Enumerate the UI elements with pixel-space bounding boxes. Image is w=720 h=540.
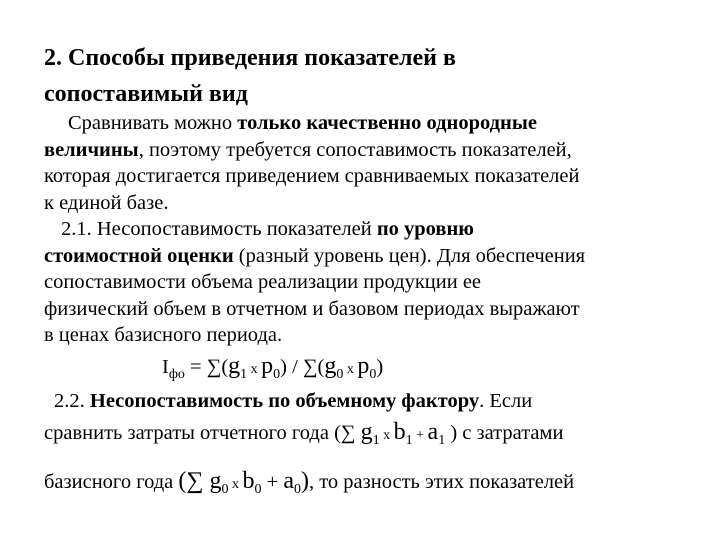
para3-g0: g (209, 468, 222, 495)
formula-eq: = ∑( (184, 355, 229, 378)
formula-sub-0b: 0 (336, 366, 344, 382)
para3-times: х (379, 427, 394, 443)
para2-bold-2: стоимостной оценки (44, 244, 234, 267)
formula-index-letter: I (162, 355, 169, 378)
para2-text: 2.1. Несопоставимость показателей (61, 218, 377, 240)
para2-line-5: в ценах базисного периода. (44, 324, 283, 346)
para1-text: Сравнивать можно (68, 112, 238, 134)
formula-line (44, 353, 684, 389)
para1-line-1 (44, 110, 684, 137)
formula-divide: ) / ∑( (280, 355, 325, 378)
para3-sub-0c: 0 (293, 482, 301, 498)
para3-sub-1a: 1 (372, 432, 380, 448)
formula-g0: g (324, 352, 337, 379)
para3-times-2: х (228, 477, 243, 493)
formula-subscript-fo: фо (168, 366, 185, 382)
para3-line-3 (44, 468, 684, 504)
slide-title (44, 40, 684, 112)
para3-sub-0a: 0 (221, 482, 229, 498)
para1-line-4: к единой базе. (44, 191, 169, 214)
formula-g1: g (228, 352, 241, 379)
formula-p0b: p (357, 352, 370, 379)
formula-sub-1: 1 (240, 366, 248, 382)
title-line-1: 2. Способы приведения показателей в (44, 45, 456, 71)
para2-bold: по уровню (376, 218, 474, 240)
para3-a1: a (427, 418, 439, 445)
para3-text: . Если (479, 390, 533, 413)
para3-b0: b (242, 468, 255, 495)
para3-line-1 (44, 388, 684, 415)
para3-open: (∑ (178, 468, 210, 495)
para2-text-2: (разный уровень цен). Для обеспечения (233, 244, 586, 267)
para2-line-1 (44, 216, 684, 243)
title-line-2: сопоставимый вид (44, 81, 248, 107)
para3-sub-1b: 1 (405, 432, 413, 448)
para3-plus-2: + (261, 471, 284, 494)
para1-line-2 (44, 137, 684, 164)
slide-body (44, 110, 684, 504)
para3-text-3-end: , то разность этих показателей (308, 471, 575, 494)
formula-sub-0: 0 (273, 366, 281, 382)
para3-plus: + (412, 427, 428, 443)
formula-p0: p (261, 352, 274, 379)
para3-bold: Несопоставимость по объемному фактору (89, 390, 480, 413)
para3-text-2: сравнить затраты отчетного года (∑ (44, 421, 361, 444)
para3-sub-0b: 0 (254, 482, 262, 498)
para3-num: 2.2. (54, 390, 90, 413)
para2-line-3: сопоставимости объема реализации продукции ее (44, 271, 482, 293)
para3-sub-1c: 1 (438, 432, 446, 448)
para2-line-4: физический объем в отчетном и базовом периодах выражают (44, 297, 580, 320)
para3-g1: g (360, 418, 373, 445)
para1-line-3: которая достигается приведением сравниваемых показателей (44, 165, 580, 187)
para3-a0: a (283, 468, 294, 495)
para3-b1: b (393, 418, 406, 445)
para1-bold: только качественно однородные (237, 112, 537, 134)
para3-text-2-end: ) с затратами (445, 421, 564, 444)
para2-line-2 (44, 243, 684, 270)
para3-close: ) (300, 468, 309, 495)
formula-end: ) (376, 355, 384, 378)
para1-text-2: , поэтому требуется сопоставимость показателей, (138, 138, 572, 161)
formula-times-2: х (343, 361, 358, 377)
formula-times-1: х (247, 361, 262, 377)
formula-sub-0c: 0 (369, 366, 377, 382)
para3-line-2 (44, 419, 684, 455)
para3-text-3: базисного года (44, 471, 179, 494)
para1-bold-2: величины (44, 138, 139, 161)
